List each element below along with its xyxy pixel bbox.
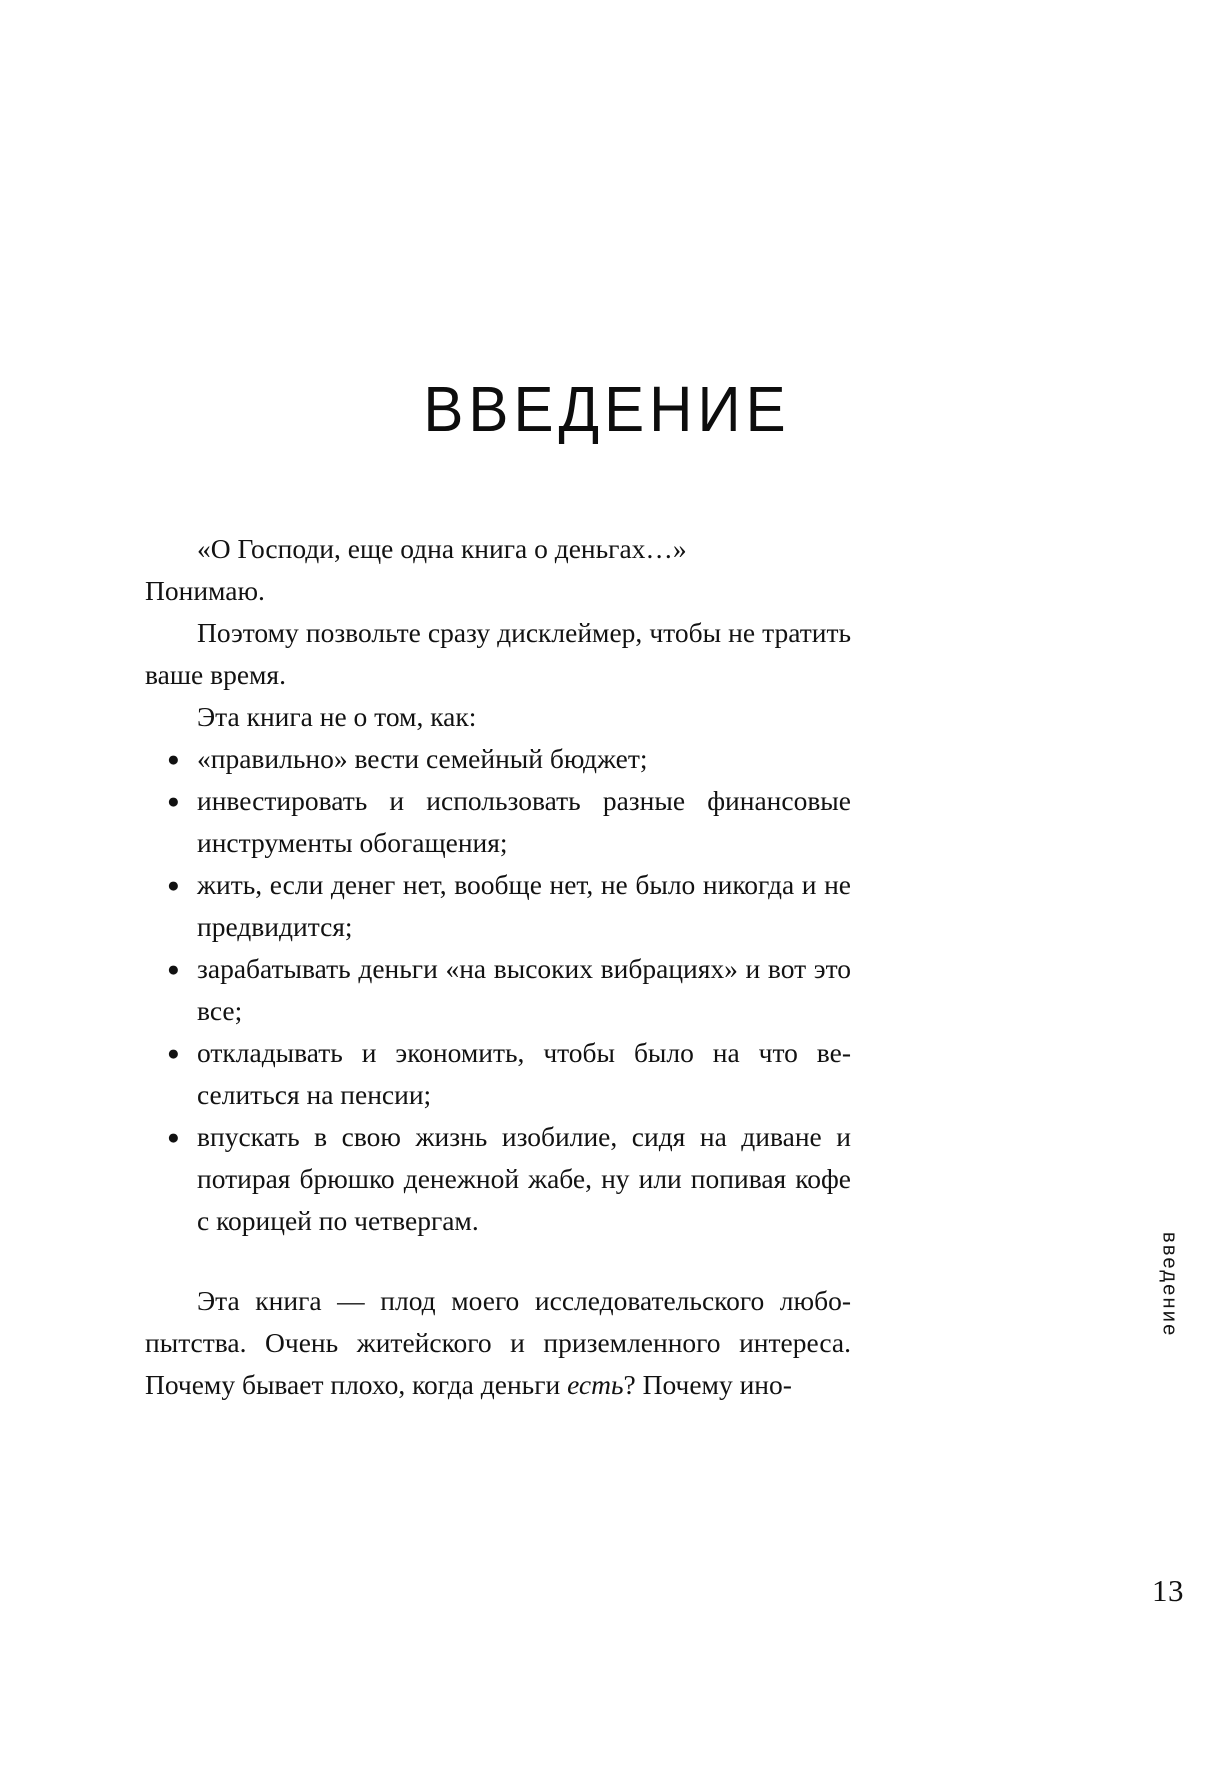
list-item-label: впускать в свою жизнь изобилие, сидя на диване и потирая брюшко денежной жабе, ну или попивая кофе с корицей по четвергам.: [197, 1121, 851, 1236]
list-item: [145, 1032, 851, 1116]
list-item-label: зарабатывать деньги «на высоких вибрациях» и вот это все;: [197, 953, 851, 1026]
list-item: [145, 864, 851, 948]
bullet-dot-icon: ●: [167, 789, 180, 813]
bullet-dot-icon: ●: [167, 957, 180, 981]
list-item: [145, 1116, 851, 1242]
bullet-dot-icon: ●: [167, 1041, 180, 1065]
closing-lead-text: Эта книга — плод моего исследовательского любопытства. Очень житейского и приземленного интереса. Почему бывает плохо, когда деньги: [145, 1285, 851, 1400]
list-item: [145, 780, 851, 864]
bullet-dot-icon: ●: [167, 747, 180, 771]
list-item-label: откладывать и экономить, чтобы было на что веселиться на пенсии;: [197, 1037, 851, 1110]
list-item: [145, 738, 851, 780]
list-item: [145, 948, 851, 1032]
running-head: [1152, 1232, 1186, 1422]
page-title: ВВЕДЕНИЕ: [423, 373, 791, 445]
bullet-dot-icon: ●: [167, 873, 180, 897]
bullet-dot-icon: ●: [167, 1125, 180, 1149]
paragraph-quote: «О Господи, еще одна книга о деньгах…»: [197, 533, 687, 564]
paragraph-ponimayu: Понимаю.: [145, 575, 265, 606]
not-about-list: [145, 738, 851, 1242]
running-head-label: введение: [1158, 1232, 1181, 1338]
paragraph-spacer: [145, 1242, 851, 1280]
page-number: 13: [1152, 1573, 1184, 1608]
list-item-label: инвестировать и использовать разные финансовые инструменты обогащения;: [197, 785, 851, 858]
closing-tail-text: ? Почему ино-: [623, 1369, 792, 1400]
body-text-column: [145, 528, 851, 1406]
paragraph-closing: [145, 1280, 851, 1406]
paragraph-disclaimer: Поэтому позвольте сразу дисклеймер, чтобы не тратить ваше время.: [145, 617, 851, 690]
list-item-label: «правильно» вести семейный бюджет;: [197, 743, 648, 774]
list-item-label: жить, если денег нет, вообще нет, не было никогда и не предвидится;: [197, 869, 851, 942]
paragraph-list-lead-in: Эта книга не о том, как:: [197, 701, 477, 732]
closing-emphasis-text: есть: [567, 1369, 624, 1400]
